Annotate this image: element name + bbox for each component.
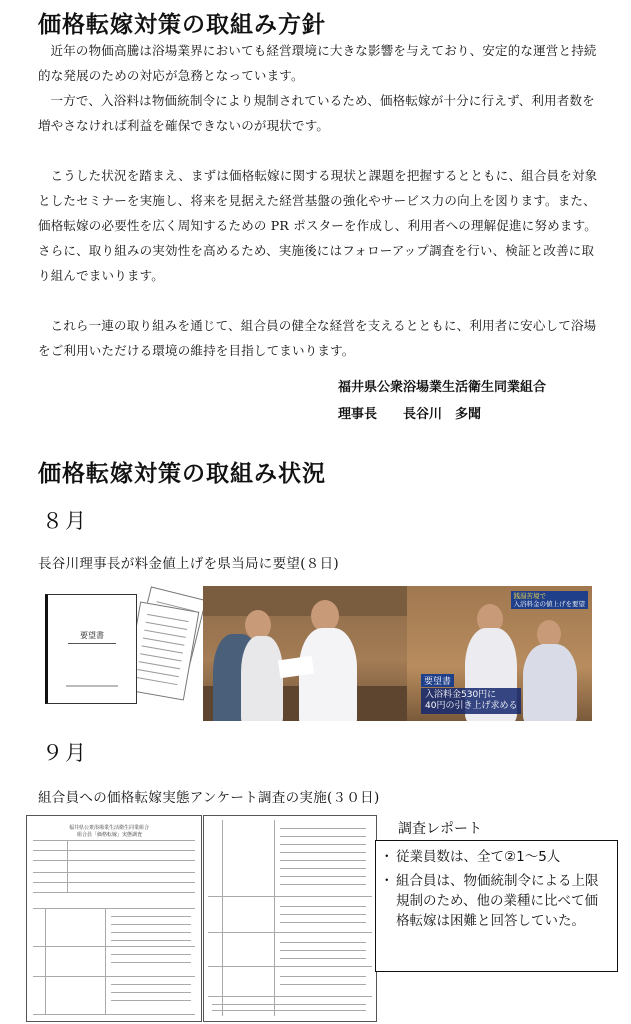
survey-form-page-2 <box>203 815 377 1022</box>
signatory: 理事長 長谷川 多聞 <box>338 407 482 422</box>
tv-ticker: 入浴料金530円に 40円の引き上げ求める <box>421 688 521 714</box>
report-item-1: ・ 従業員数は、全て②1〜5人 <box>384 847 611 867</box>
document-cover-title: 要望書 <box>80 631 104 640</box>
person-right-tv <box>523 644 577 721</box>
document-cover <box>45 594 137 704</box>
report-title: 調査レポート <box>398 821 482 837</box>
section-title-policy: 価格転嫁対策の取組み方針 <box>38 12 326 38</box>
september-caption: 組合員への価格転嫁実態アンケート調査の実施(３０日) <box>38 790 380 806</box>
photo-petition-handover <box>203 586 407 721</box>
petition-document-image <box>40 586 198 708</box>
month-august: ８月 <box>42 509 88 533</box>
tv-caption: 銭湯苦境で 入浴料金の値上げを要望 <box>511 591 589 609</box>
tv-tag: 要望書 <box>421 674 454 687</box>
policy-paragraph-4: これら一連の取り組みを通じて、組合員の健全な経営を支えるとともに、利用者に安心して浴場をご利用いただける環境の維持を目指してまいります。 <box>38 318 597 358</box>
person-right <box>299 628 357 721</box>
form-subheader: 組合員「価格転嫁」実態調査 <box>77 832 143 838</box>
section-title-status: 価格転嫁対策の取組み状況 <box>38 461 326 487</box>
survey-form-page-1 <box>26 815 202 1022</box>
policy-body <box>38 38 598 363</box>
form-header: 福井県公衆浴場業生活衛生同業組合 <box>69 825 150 831</box>
august-caption: 長谷川理事長が料金値上げを県当局に要望(８日) <box>38 556 339 572</box>
photo-tv-news <box>407 586 592 721</box>
report-item-2: ・ 組合員は、物価統制令による上限規制のため、他の業種に比べて価格転嫁は困難と回答していた。 <box>384 871 611 931</box>
policy-paragraph-3: こうした状況を踏まえ、まずは価格転嫁に関する現状と課題を把握するとともに、組合員を対象としたセミナーを実施し、将来を見据えた経営基盤の強化やサービス力の向上を図ります。また、価格転嫁の必要性を広く周知するための PR ポスターを作成し、利用者への理解促進に努めます。さらに、取り組みの実効性を高めるため、実施後にはフォローアップ調査を行い、検証と改善に取り組んでまいります。 <box>38 168 598 283</box>
policy-paragraph-2: 一方で、入浴料は物価統制令により規制されているため、価格転嫁が十分に行えず、利用者数を増やさなければ利益を確保できないのが現状です。 <box>38 93 595 133</box>
month-september: ９月 <box>42 741 88 765</box>
organization-name: 福井県公衆浴場業生活衛生同業組合 <box>338 380 547 395</box>
report-box <box>375 840 618 972</box>
policy-paragraph-1: 近年の物価高騰は浴場業界においても経営環境に大きな影響を与えており、安定的な運営と持続的な発展のための対応が急務となっています。 <box>38 43 597 83</box>
